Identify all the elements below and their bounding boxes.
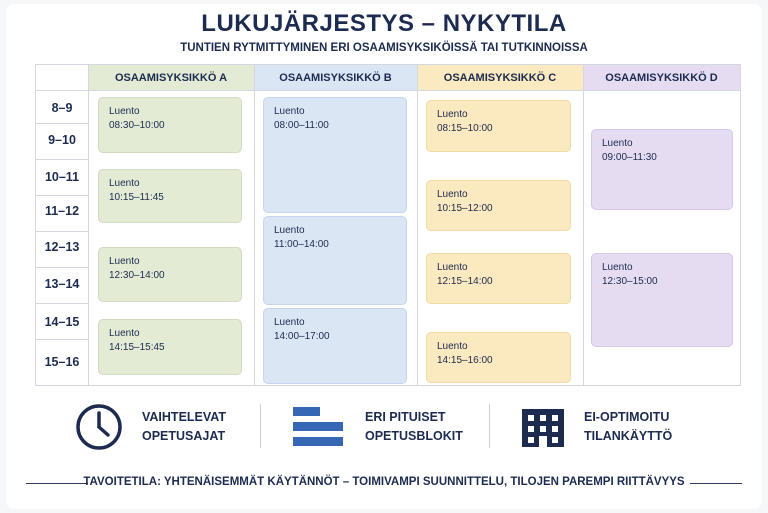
- lecture-label: Luento: [274, 106, 305, 117]
- row-divider: [36, 303, 88, 304]
- lecture-label: Luento: [274, 317, 305, 328]
- footer-rule-right: [690, 483, 742, 484]
- lecture-label: Luento: [109, 256, 140, 267]
- clock-icon: [74, 402, 124, 452]
- column-divider: [583, 65, 584, 385]
- legend-item-blocks: [293, 400, 463, 454]
- page: [6, 4, 762, 509]
- column-header-d: OSAAMISYKSIKKÖ D: [583, 65, 740, 91]
- column-header-c: OSAAMISYKSIKKÖ C: [417, 65, 583, 91]
- lecture-time: 12:15–14:00: [437, 276, 493, 287]
- lecture-block-a3[interactable]: [98, 247, 242, 302]
- column-divider: [254, 65, 255, 385]
- row-divider: [36, 123, 88, 124]
- lecture-block-b3[interactable]: [263, 308, 407, 384]
- legend-text-line1: ERI PITUISET: [365, 410, 446, 424]
- row-divider: [36, 159, 88, 160]
- lecture-block-d1[interactable]: [591, 129, 733, 210]
- lecture-block-c2[interactable]: [426, 180, 571, 231]
- lecture-time: 14:00–17:00: [274, 331, 330, 342]
- row-divider: [36, 267, 88, 268]
- legend-text-line2: OPETUSAJAT: [142, 429, 226, 443]
- row-divider: [36, 231, 88, 232]
- lecture-time: 14:15–15:45: [109, 342, 165, 353]
- lecture-block-b2[interactable]: [263, 216, 407, 305]
- lecture-label: Luento: [109, 178, 140, 189]
- lecture-label: Luento: [437, 262, 468, 273]
- page-subtitle: TUNTIEN RYTMITTYMINEN ERI OSAAMISYKSIKÖISSÄ TAI TUTKINNOISSA: [180, 42, 588, 54]
- hour-label: 14–15: [44, 315, 80, 329]
- lecture-block-b1[interactable]: [263, 97, 407, 213]
- column-divider: [88, 65, 89, 385]
- lecture-label: Luento: [437, 109, 468, 120]
- lecture-time: 10:15–11:45: [109, 192, 164, 203]
- hour-label: 12–13: [44, 240, 80, 254]
- legend-item-space: [520, 400, 672, 454]
- hour-label: 9–10: [48, 133, 76, 147]
- legend-divider: [489, 404, 490, 448]
- legend-text-line1: VAIHTELEVAT: [142, 410, 227, 424]
- lecture-time: 12:30–15:00: [602, 276, 658, 287]
- legend-text-line1: EI-OPTIMOITU: [584, 410, 670, 424]
- footer-text: TAVOITETILA: YHTENÄISEMMÄT KÄYTÄNNÖT – TOIMIVAMPI SUUNNITTELU, TILOJEN PAREMPI RIITTÄVYYS: [83, 476, 685, 488]
- lecture-time: 08:00–11:00: [274, 120, 329, 131]
- hour-label: 8–9: [51, 101, 73, 115]
- lecture-time: 14:15–16:00: [437, 355, 493, 366]
- lecture-block-d2[interactable]: [591, 253, 733, 347]
- column-header-a: OSAAMISYKSIKKÖ A: [88, 65, 254, 91]
- lecture-label: Luento: [274, 225, 305, 236]
- legend-item-times: [74, 400, 226, 454]
- hour-label: 10–11: [44, 170, 80, 184]
- lecture-time: 11:00–14:00: [274, 239, 329, 250]
- hour-label: 13–14: [44, 277, 80, 291]
- lecture-label: Luento: [602, 262, 633, 273]
- building-icon: [520, 405, 566, 449]
- lecture-block-a1[interactable]: [98, 97, 242, 153]
- lecture-block-c4[interactable]: [426, 332, 571, 383]
- lecture-time: 12:30–14:00: [109, 270, 165, 281]
- lecture-time: 08:30–10:00: [109, 120, 165, 131]
- lecture-label: Luento: [109, 328, 140, 339]
- hour-label: 15–16: [44, 355, 80, 369]
- legend-divider: [260, 404, 261, 448]
- lecture-block-a4[interactable]: [98, 319, 242, 375]
- lecture-label: Luento: [109, 106, 140, 117]
- lecture-label: Luento: [437, 189, 468, 200]
- column-header-b: OSAAMISYKSIKKÖ B: [254, 65, 417, 91]
- bars-icon: [293, 405, 345, 449]
- schedule-grid: [35, 64, 741, 386]
- legend-text-line2: TILANKÄYTTÖ: [584, 429, 673, 443]
- lecture-time: 10:15–12:00: [437, 203, 493, 214]
- row-divider: [36, 195, 88, 196]
- lecture-block-c3[interactable]: [426, 253, 571, 304]
- legend-text-line2: OPETUSBLOKIT: [365, 429, 463, 443]
- lecture-time: 08:15–10:00: [437, 123, 493, 134]
- column-divider: [417, 65, 418, 385]
- row-divider: [36, 339, 88, 340]
- hour-label: 11–12: [44, 204, 80, 218]
- corner-cell: [36, 65, 88, 91]
- lecture-label: Luento: [602, 138, 633, 149]
- page-title: LUKUJÄRJESTYS – NYKYTILA: [201, 10, 567, 37]
- lecture-label: Luento: [437, 341, 468, 352]
- lecture-time: 09:00–11:30: [602, 152, 657, 163]
- lecture-block-a2[interactable]: [98, 169, 242, 223]
- lecture-block-c1[interactable]: [426, 100, 571, 152]
